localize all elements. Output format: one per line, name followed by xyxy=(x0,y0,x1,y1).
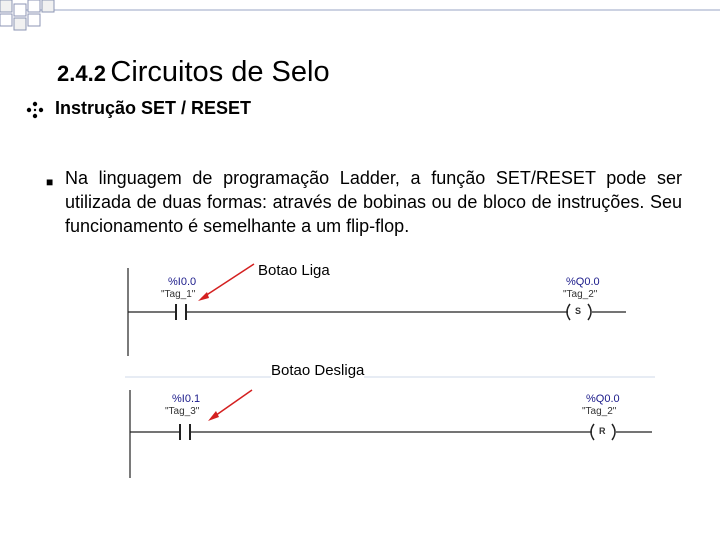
coil-tag-2: "Tag_2" xyxy=(582,406,617,417)
coil-type-1: S xyxy=(575,306,582,316)
rung-2 xyxy=(130,390,652,478)
annotation-arrow-2 xyxy=(212,390,252,418)
coil-left-paren xyxy=(567,304,570,320)
annotation-botao-liga: Botao Liga xyxy=(258,262,330,279)
contact-tag-2: "Tag_3" xyxy=(165,406,200,417)
body-paragraph: Na linguagem de programação Ladder, a função SET/RESET pode ser utilizada de duas formas: através de bobinas ou de bloco de instruções. Seu funcionamento é semelhante a um flip-flop. xyxy=(65,168,682,236)
annotation-botao-desliga: Botao Desliga xyxy=(271,362,365,379)
rung-1 xyxy=(128,264,626,356)
coil-right-paren xyxy=(588,304,591,320)
coil-tag-1: "Tag_2" xyxy=(563,289,598,300)
annotation-arrow-1 xyxy=(202,264,254,298)
coil-address-1: %Q0.0 xyxy=(566,276,600,288)
coil-address-2: %Q0.0 xyxy=(586,393,620,405)
subtitle: Instrução SET / RESET xyxy=(55,98,252,118)
section-number: 2.4.2 xyxy=(57,61,106,86)
contact-tag-1: "Tag_1" xyxy=(161,289,196,300)
coil-type-2: R xyxy=(599,426,606,436)
contact-address-2: %I0.1 xyxy=(172,393,201,405)
contact-address-1: %I0.0 xyxy=(168,276,197,288)
square-bullet-icon: ■ xyxy=(46,175,54,189)
section-title: Circuitos de Selo xyxy=(110,56,330,88)
